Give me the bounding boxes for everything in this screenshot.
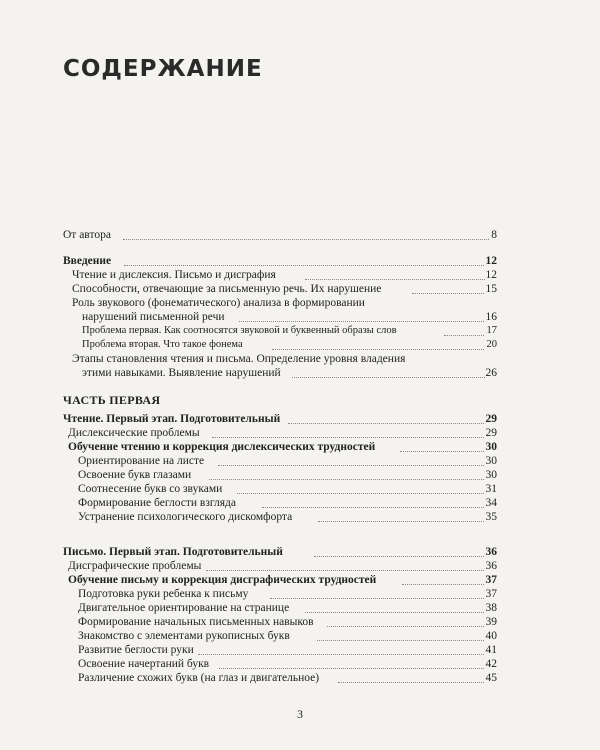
toc-entry-page: 8 [491,229,497,241]
dot-leader [444,321,484,336]
toc-entry-text: От автора [63,229,111,241]
dot-leader [239,307,484,322]
toc-entry-page: 34 [485,497,497,509]
toc-entry-text: Освоение начертаний букв [78,658,210,670]
toc-entry-text: Введение [63,255,112,267]
dot-leader [400,437,484,452]
toc-entry-text: Дислексические проблемы [68,427,200,439]
dot-leader [209,465,484,480]
toc-entry-page: 30 [485,455,497,467]
toc-entry-text: Ориентирование на листе [78,455,205,467]
toc-entry-text: Обучение чтению и коррекция дислексических трудностей [68,441,376,453]
dot-leader [305,265,485,280]
toc-entry-text: Проблема первая. Как соотносятся звуковой и буквенный образы слов [82,325,397,336]
dot-leader [272,335,484,350]
toc-entry-page: 38 [485,602,497,614]
page-title: СОДЕРЖАНИЕ [63,56,263,82]
dot-leader [212,423,484,438]
toc-entry-page: 12 [485,255,497,267]
toc-entry-text: Подготовка руки ребенка к письму [78,588,249,600]
toc-entry-text: Формирование начальных письменных навыков [78,616,314,628]
dot-leader [237,479,484,494]
dot-leader [219,654,484,669]
toc-entry-text: Различение схожих букв (на глаз и двигательное) [78,672,320,684]
dot-leader [124,251,484,266]
toc-entry-page: 41 [485,644,497,656]
toc-entry-page: 40 [485,630,497,642]
toc-entry-page: 29 [485,427,497,439]
toc-entry-page: 45 [485,672,497,684]
toc-entry-page: 36 [485,546,497,558]
toc-entry-page: 16 [485,311,497,323]
dot-leader [327,612,484,627]
toc-entry-text: Проблема вторая. Что такое фонема [82,339,243,350]
dot-leader [218,451,484,466]
toc-entry-text: Устранение психологического дискомфорта [78,511,293,523]
toc-entry-text: Способности, отвечающие за письменную речь. Их нарушение [72,283,382,295]
toc-entry-text: Письмо. Первый этап. Подготовительный [63,546,283,558]
dot-leader [292,363,485,378]
dot-leader [270,584,484,599]
page-number: 3 [297,707,303,721]
dot-leader [305,598,484,613]
toc-entry-text: Двигательное ориентирование на странице [78,602,290,614]
toc-entry-text: Знакомство с элементами рукописных букв [78,630,290,642]
toc-entry-page: 39 [485,616,497,628]
toc-entry-page: 15 [485,283,497,295]
dot-leader [314,542,484,557]
toc-entry-text: Чтение и дислексия. Письмо и дисграфия [72,269,276,281]
toc-entry-page: 17 [486,325,497,336]
toc-entry-page: 42 [485,658,497,670]
toc-entry-page: 37 [485,574,497,586]
dot-leader [262,493,484,508]
toc-entry-text: Соотнесение букв со звуками [78,483,223,495]
toc-entry-page: 12 [485,269,497,281]
toc-entry-page: 31 [485,483,497,495]
toc-entry-text: Обучение письму и коррекция дисграфических трудностей [68,574,377,586]
toc-entry-text: Чтение. Первый этап. Подготовительный [63,413,281,425]
dot-leader [288,409,484,424]
toc-entry-page: 30 [485,441,497,453]
toc-entry-text: Дисграфические проблемы [68,560,202,572]
toc-entry-page: 26 [485,367,497,379]
toc-entry-page: 20 [486,339,497,350]
part-title: ЧАСТЬ ПЕРВАЯ [63,393,161,407]
dot-leader [123,225,489,240]
dot-leader [206,556,484,571]
toc-entry-page: 37 [485,588,497,600]
dot-leader [412,279,484,294]
dot-leader [338,668,484,683]
toc-entry-page: 30 [485,469,497,481]
toc-entry-text: Этапы становления чтения и письма. Определение уровня владения [72,353,406,365]
dot-leader [318,507,484,522]
toc-entry-text: Формирование беглости взгляда [78,497,236,509]
dot-leader [198,640,484,655]
dot-leader [402,570,484,585]
dot-leader [317,626,484,641]
toc-entry-page: 29 [485,413,497,425]
toc-entry-text: Развитие беглости руки [78,644,194,656]
toc-entry-page: 36 [485,560,497,572]
toc-entry-page: 35 [485,511,497,523]
toc-entry-text: этими навыками. Выявление нарушений [82,367,281,379]
toc-entry-text: нарушений письменной речи [82,311,225,323]
toc-entry-text: Освоение букв глазами [78,469,192,481]
toc-entry-text: Роль звукового (фонематического) анализа в формировании [72,297,365,309]
